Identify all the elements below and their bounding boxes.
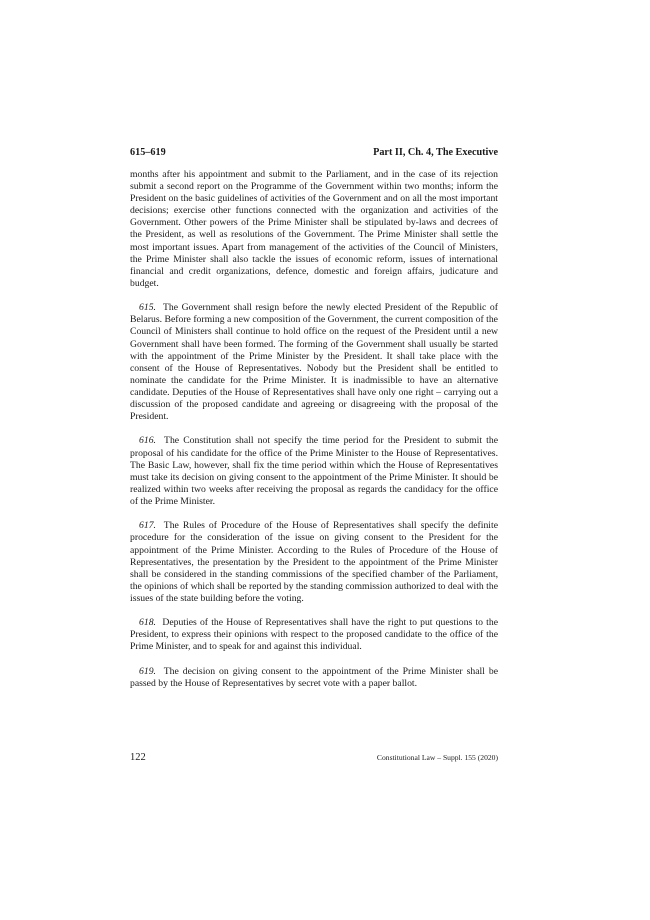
paragraph-number: 618.: [139, 617, 156, 629]
paragraph-text: The Government shall resign before the newly elected President of the Republic of Belarus. Before forming a new composition of the Government, the current composition of the Council of Ministers shall continue to hold office on the request of the President until a new Government shall have been formed. The forming of the Government shall usually be started with the appointment of the Prime Minister by the President. It shall take place with the consent of the House of Representatives. Nobody but the President shall be entitled to nominate the candidate for the Prime Minister. It is inadmissible to have an alternative candidate. Deputies of the House of Representatives shall have only one right – carrying out a discussion of the proposed candidate and agreeing or disagreeing with the proposal of the President.: [130, 302, 498, 423]
section-title: Part II, Ch. 4, The Executive: [373, 147, 498, 158]
paragraph-text: The decision on giving consent to the appointment of the Prime Minister shall be passed by the House of Representatives by secret vote with a paper ballot.: [130, 665, 498, 689]
margin-number-range: 615–619: [130, 147, 166, 158]
publication-info: Constitutional Law – Suppl. 155 (2020): [376, 753, 498, 762]
paragraph-number: 615.: [139, 302, 156, 314]
body-text: [130, 169, 498, 690]
paragraph-text: The Rules of Procedure of the House of Representatives shall specify the definite procedure for the consideration of the issue on giving consent to the President for the appointment of the Prime Minister. According to the Rules of Procedure of the House of Representatives, the presentation by the President to the appointment of the Prime Minister shall be considered in the standing commissions of the specified chamber of the Parliament, the opinions of which shall be reported by the standing commission authorized to deal with the issues of the state building before the voting.: [130, 520, 498, 604]
paragraph-number: 619.: [139, 665, 156, 677]
paragraph-number: 616.: [139, 435, 156, 447]
paragraph-number: 617.: [139, 520, 156, 532]
paragraph-text: Deputies of the House of Representatives shall have the right to put questions to the President, to express their opinions with respect to the proposed candidate to the office of the Prime Minister, and to speak for and against this individual.: [130, 617, 499, 653]
running-head: [130, 147, 498, 159]
document-page: [130, 0, 498, 920]
continuation-paragraph: months after his appointment and submit to the Parliament, and in the case of its rejection submit a second report on the Programme of the Government within two months; inform the President on the basic guidelines of activities of the Government and on all the most important decisions; exercise other functions connected with the organization and activities of the Government. Other powers of the Prime Minister shall be stipulated by-laws and decrees of the President, as well as resolutions of the Government. The Prime Minister shall settle the most important issues. Apart from management of the activities of the Council of Ministers, the Prime Minister shall also tackle the issues of economic reform, issues of international financial and credit organizations, defence, domestic and foreign affairs, judicature and budget.: [130, 169, 498, 289]
paragraph-text: The Constitution shall not specify the time period for the President to submit the proposal of his candidate for the office of the Prime Minister to the House of Representatives. The Basic Law, however, shall fix the time period within which the House of Representatives must take its decision on giving consent to the appointment of the Prime Minister. It should be realized within two weeks after receiving the proposal as regards the candidacy for the office of the Prime Minister.: [130, 435, 498, 507]
paragraph-615: [130, 302, 498, 423]
page-number: 122: [130, 752, 146, 763]
paragraph-619: [130, 666, 498, 690]
paragraph-616: [130, 435, 498, 508]
page-footer: [130, 752, 498, 763]
paragraph-617: [130, 520, 498, 605]
paragraph-618: [130, 617, 498, 653]
